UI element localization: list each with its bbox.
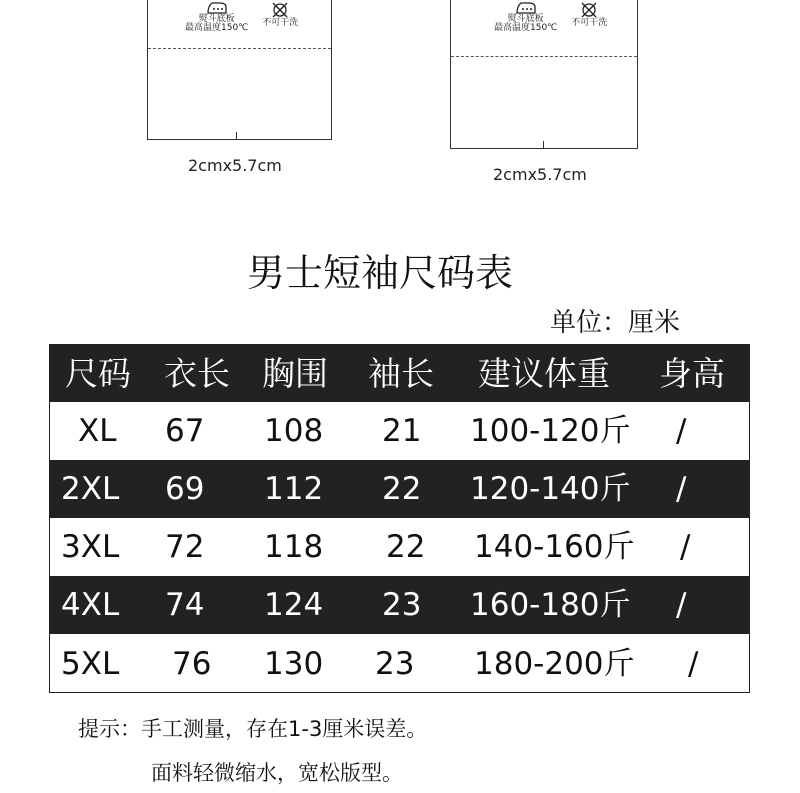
no-dry-clean-label: 不可干洗 bbox=[262, 18, 299, 28]
size-table bbox=[49, 344, 750, 693]
cell-weight: 180-200斤 bbox=[474, 646, 635, 682]
header-sleeve: 袖长 bbox=[368, 354, 434, 393]
cell-height: / bbox=[688, 646, 699, 682]
cell-length: 67 bbox=[165, 413, 205, 449]
cell-weight: 100-120斤 bbox=[470, 413, 631, 449]
cell-sleeve: 23 bbox=[375, 646, 415, 682]
cell-length: 69 bbox=[165, 471, 205, 507]
no-dry-clean-icon bbox=[271, 2, 289, 18]
cell-height: / bbox=[676, 471, 687, 507]
iron-label: 熨斗底板 最高温度150℃ bbox=[494, 14, 558, 33]
cell-sleeve: 22 bbox=[386, 529, 426, 565]
dimension-text: 2cmx5.7cm bbox=[188, 156, 282, 175]
header-length: 衣长 bbox=[164, 354, 230, 393]
table-row bbox=[50, 460, 749, 518]
fold-line bbox=[148, 48, 331, 49]
cell-height: / bbox=[680, 529, 691, 565]
care-icons bbox=[185, 2, 298, 33]
no-dry-clean-icon bbox=[580, 2, 598, 18]
header-height: 身高 bbox=[659, 354, 725, 393]
cell-length: 76 bbox=[172, 646, 212, 682]
table-header bbox=[50, 345, 749, 402]
table-row bbox=[50, 576, 749, 634]
header-chest: 胸围 bbox=[262, 354, 328, 393]
cell-chest: 124 bbox=[264, 587, 324, 623]
note-line-1: 提示：手工测量，存在1-3厘米误差。 bbox=[78, 717, 428, 741]
no-dry-clean-label: 不可干洗 bbox=[571, 18, 608, 28]
cell-height: / bbox=[676, 413, 687, 449]
cell-sleeve: 23 bbox=[382, 587, 422, 623]
note-line-2: 面料轻微缩水，宽松版型。 bbox=[151, 761, 403, 785]
cell-weight: 160-180斤 bbox=[470, 587, 631, 623]
cell-chest: 118 bbox=[264, 529, 324, 565]
iron-icon bbox=[206, 2, 228, 14]
table-row bbox=[50, 402, 749, 460]
table-row bbox=[50, 518, 749, 576]
cell-sleeve: 22 bbox=[382, 471, 422, 507]
cell-sleeve: 21 bbox=[382, 413, 422, 449]
cell-length: 72 bbox=[165, 529, 205, 565]
cell-size: 5XL bbox=[61, 646, 120, 682]
cell-height: / bbox=[676, 587, 687, 623]
cell-size: 2XL bbox=[61, 471, 120, 507]
page-title: 男士短袖尺码表 bbox=[246, 251, 513, 295]
header-weight: 建议体重 bbox=[478, 354, 610, 393]
cell-size: 3XL bbox=[61, 529, 120, 565]
cell-size: XL bbox=[78, 413, 117, 449]
cell-length: 74 bbox=[165, 587, 205, 623]
iron-label: 熨斗底板 最高温度150℃ bbox=[185, 14, 249, 33]
fold-line bbox=[451, 56, 637, 57]
cell-chest: 108 bbox=[264, 413, 324, 449]
header-size: 尺码 bbox=[65, 354, 131, 393]
cell-chest: 112 bbox=[264, 471, 324, 507]
dimension-text: 2cmx5.7cm bbox=[493, 165, 587, 184]
unit-label: 单位：厘米 bbox=[550, 308, 681, 338]
table-row bbox=[50, 634, 749, 693]
dimension-line bbox=[505, 148, 585, 149]
cell-chest: 130 bbox=[264, 646, 324, 682]
dimension-tick bbox=[543, 141, 544, 148]
cell-size: 4XL bbox=[61, 587, 120, 623]
dimension-line bbox=[200, 139, 274, 140]
iron-icon bbox=[515, 2, 537, 14]
dimension-tick bbox=[236, 132, 237, 139]
care-icons bbox=[494, 2, 607, 33]
cell-weight: 120-140斤 bbox=[470, 471, 631, 507]
cell-weight: 140-160斤 bbox=[474, 529, 635, 565]
